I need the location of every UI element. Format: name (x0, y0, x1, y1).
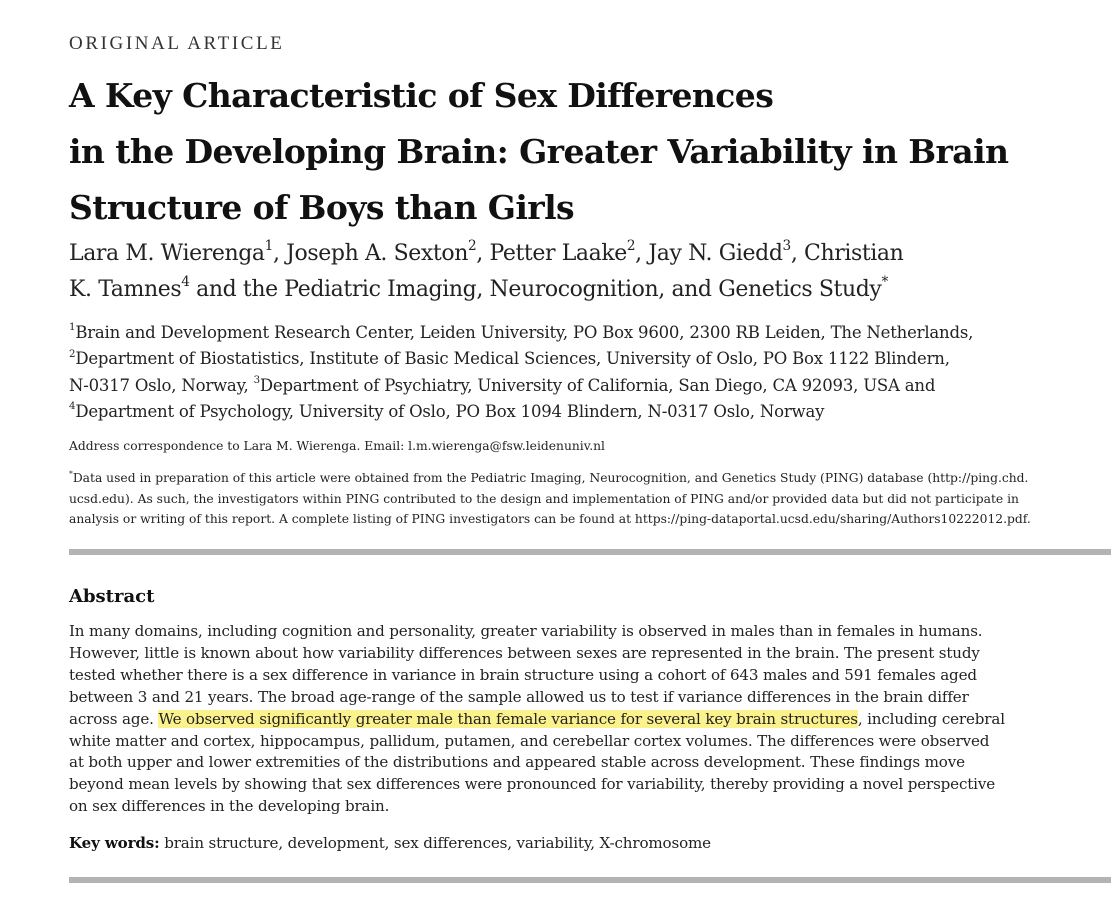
affiliation-marker: 2 (467, 238, 477, 255)
title-line: A Key Characteristic of Sex Differences (69, 76, 774, 115)
highlighted-sentence[interactable]: We observed significantly greater male than female variance for several key brain structures (158, 709, 858, 728)
author-name: Lara M. Wierenga (69, 241, 265, 266)
abstract-line: beyond mean levels by showing that sex differences were pronounced for variability, thereby providing a novel perspective (69, 775, 996, 794)
affiliation-text: Department of Psychiatry, University of California, San Diego, CA 92093, USA and (259, 375, 936, 395)
affiliation-line (69, 399, 1099, 425)
title-line: in the Developing Brain: Greater Variability in Brain (69, 132, 1009, 171)
footnote-line (69, 468, 1079, 489)
title-line: Structure of Boys than Girls (69, 188, 575, 227)
affiliation-text: N-0317 Oslo, Norway, (69, 375, 254, 395)
affiliation-marker: 3 (782, 238, 791, 255)
affiliation-marker: 1 (264, 238, 273, 255)
abstract-line: on sex differences in the developing brain. (69, 797, 390, 816)
affiliation-marker: 3 (253, 375, 260, 387)
abstract-line (69, 709, 1089, 731)
affiliation-marker: 1 (69, 322, 76, 334)
author-line (69, 236, 1089, 272)
footnote-marker: * (881, 274, 888, 291)
affiliation-line (69, 320, 1099, 346)
abstract-heading: Abstract (69, 586, 155, 607)
footnote-marker: * (69, 469, 73, 479)
abstract-line: between 3 and 21 years. The broad age-range of the sample allowed us to test if variance differences in the brain differ (69, 687, 969, 706)
abstract-line: However, little is known about how variability differences between sexes are represented in the brain. The present study (69, 643, 980, 662)
article-title (69, 68, 1059, 236)
footnote-line: analysis or writing of this report. A complete listing of PING investigators can be found at https://ping-dataportal.ucsd.edu/sharing/Authors10222012.pdf. (69, 512, 1031, 527)
author-line (69, 272, 1089, 308)
footnote-text: Data used in preparation of this article were obtained from the Pediatric Imaging, Neurocognition, and Genetics Study (PING) database (http://ping.chd. (72, 471, 1029, 485)
abstract-line: In many domains, including cognition and personality, greater variability is observed in males than in females in humans. (69, 622, 983, 640)
author-name: K. Tamnes (69, 277, 182, 302)
affiliation-marker: 4 (69, 401, 76, 413)
keywords (69, 832, 711, 854)
author-list (69, 236, 1089, 308)
data-footnote (69, 468, 1079, 530)
affiliation-text: Department of Biostatistics, Institute of Basic Medical Sciences, University of Oslo, PO Box 1122 Blindern, (75, 349, 950, 369)
abstract-text: , including cerebral (857, 709, 1005, 728)
section-divider (69, 549, 1111, 555)
affiliations (69, 320, 1099, 425)
affiliation-text: Brain and Development Research Center, Leiden University, PO Box 9600, 2300 RB Leiden, The Netherlands, (75, 323, 974, 342)
affiliation-text: Department of Psychology, University of Oslo, PO Box 1094 Blindern, N-0317 Oslo, Norway (75, 401, 825, 421)
correspondence-note: Address correspondence to Lara M. Wierenga. Email: l.m.wierenga@fsw.leidenuniv.nl (69, 439, 605, 453)
abstract-text: across age. (69, 709, 159, 728)
abstract-line: white matter and cortex, hippocampus, pallidum, putamen, and cerebellar cortex volumes. The differences were observed (69, 731, 990, 750)
abstract-body (69, 621, 1089, 818)
affiliation-marker: 2 (626, 238, 636, 255)
footnote-line: ucsd.edu). As such, the investigators within PING contributed to the design and implementation of PING and/or provided data but did not participate in (69, 491, 1019, 506)
affiliation-marker: 2 (69, 348, 76, 360)
affiliation-line (69, 346, 1099, 372)
article-type-label: ORIGINAL ARTICLE (69, 33, 285, 54)
keywords-text: brain structure, development, sex differences, variability, X-chromosome (159, 834, 711, 852)
author-name: and the Pediatric Imaging, Neurocognition, and Genetics Study (189, 277, 882, 302)
abstract-line: tested whether there is a sex difference in variance in brain structure using a cohort of 643 males and 591 females aged (69, 665, 977, 684)
affiliation-line (69, 373, 1099, 399)
author-name: , Petter Laake (476, 241, 627, 266)
keywords-label: Key words: (69, 834, 160, 852)
author-name: , Christian (790, 241, 904, 266)
author-name: , Joseph A. Sexton (272, 241, 468, 266)
abstract-line: at both upper and lower extremities of the distributions and appeared stable across development. These findings move (69, 753, 965, 772)
author-name: , Jay N. Giedd (635, 241, 783, 266)
affiliation-marker: 4 (181, 274, 190, 291)
section-divider (69, 877, 1111, 883)
